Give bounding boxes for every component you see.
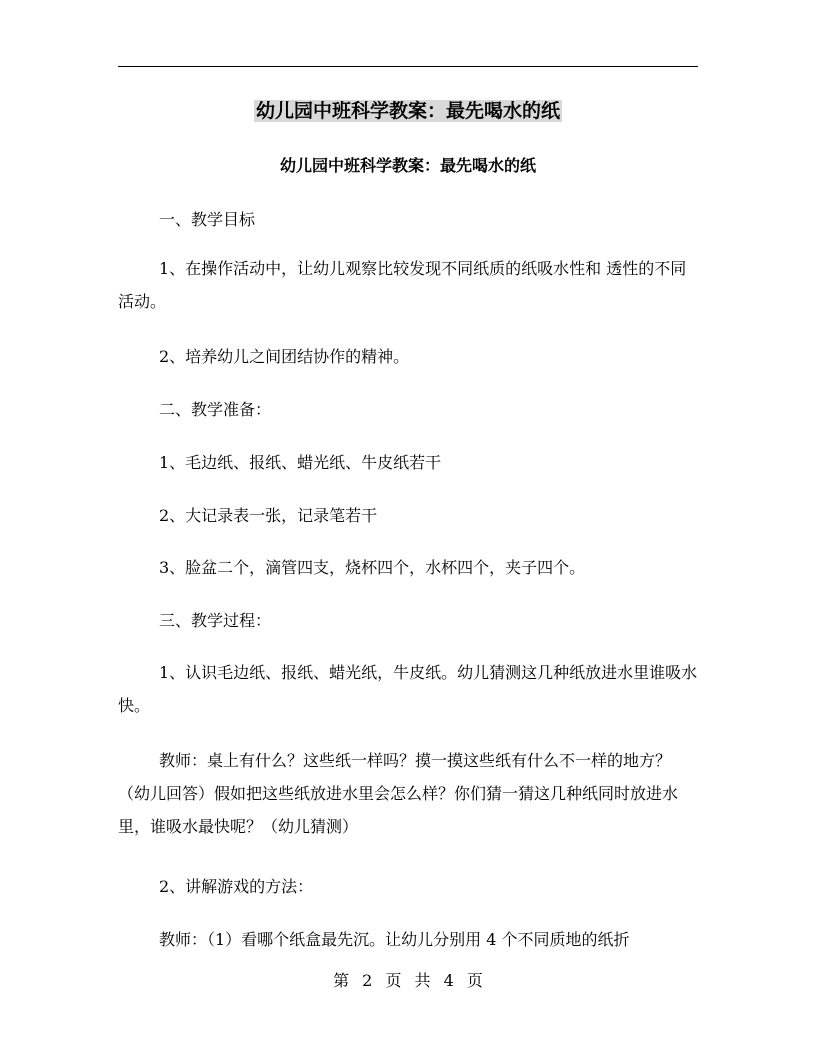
paragraph-teacher-instruction: 教师：（1）看哪个纸盒最先沉。让幼儿分别用 4 个不同质地的纸折 (159, 930, 630, 949)
paragraph-prep-3: 3、脸盆二个，滴管四支，烧杯四个，水杯四个，夹子四个。 (159, 558, 586, 577)
paragraph-goal-1: 1、在操作活动中，让幼儿观察比较发现不同纸质的纸吸水性和 透性的不同活动。 (118, 259, 687, 311)
paragraph-goal-2: 2、培养幼儿之间团结协作的精神。 (159, 347, 410, 366)
document-header-title (0, 96, 816, 126)
paragraph-process-2: 2、讲解游戏的方法： (159, 877, 314, 896)
document-subtitle: 幼儿园中班科学教案：最先喝水的纸 (279, 156, 536, 175)
page-footer: 第 2 页 共 4 页 (333, 971, 483, 990)
header-rule (118, 66, 698, 67)
paragraph-prep-1: 1、毛边纸、报纸、蜡光纸、牛皮纸若干 (159, 453, 442, 472)
paragraph-process-1: 1、认识毛边纸、报纸、蜡光纸，牛皮纸。幼儿猜测这几种纸放进水里谁吸水快。 (118, 663, 698, 715)
section-heading-goals: 一、教学目标 (159, 210, 256, 229)
section-heading-preparation: 二、教学准备： (159, 400, 272, 419)
header-title-text: 幼儿园中班科学教案：最先喝水的纸 (255, 100, 560, 122)
paragraph-prep-2: 2、大记录表一张，记录笔若干 (159, 506, 378, 525)
section-heading-process: 三、教学过程： (159, 611, 272, 630)
paragraph-teacher-dialogue: 教师：桌上有什么？这些纸一样吗？摸一摸这些纸有什么不一样的地方？（幼儿回答）假如把这些纸放进水里会怎么样？你们猜一猜这几种纸同时放进水里，谁吸水最快呢？（幼儿猜测） (118, 751, 679, 836)
